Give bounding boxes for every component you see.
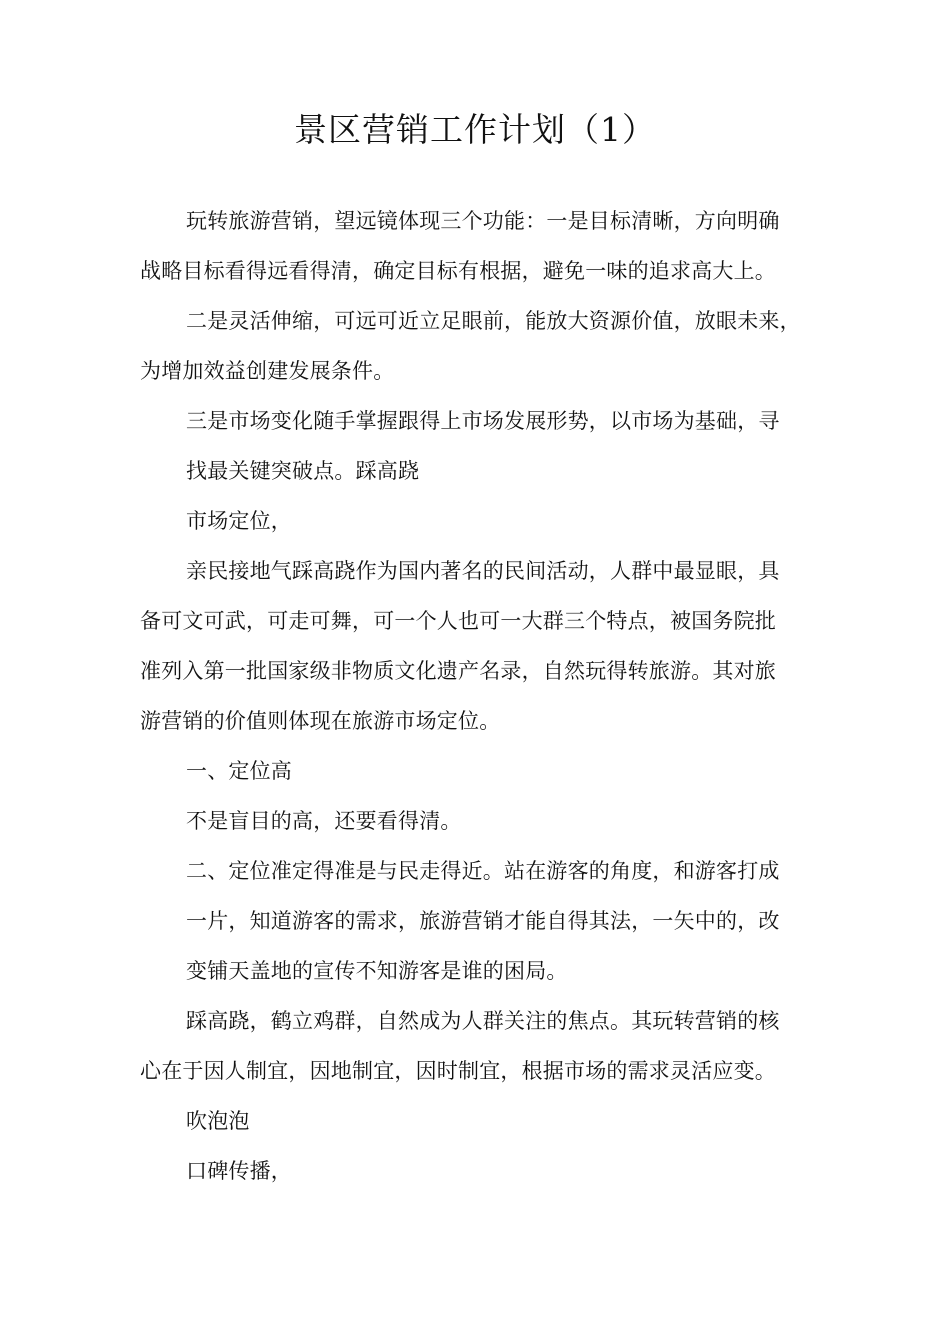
paragraph-line: 为增加效益创建发展条件。: [140, 359, 395, 383]
paragraph-line: 玩转旅游营销，望远镜体现三个功能：一是目标清晰，方向明确: [186, 209, 780, 233]
paragraph-line: 吹泡泡: [186, 1109, 250, 1133]
paragraph-line: 找最关键突破点。踩高跷: [186, 459, 420, 483]
document-title: 景区营销工作计划（1）: [294, 110, 656, 149]
paragraph-line: 三是市场变化随手掌握跟得上市场发展形势，以市场为基础，寻: [186, 409, 780, 433]
paragraph-line: 市场定位，: [186, 509, 292, 533]
paragraph-line: 亲民接地气踩高跷作为国内著名的民间活动，人群中最显眼，具: [186, 559, 780, 583]
paragraph-line: 准列入第一批国家级非物质文化遗产名录，自然玩得转旅游。其对旅: [140, 659, 776, 683]
paragraph-line: 踩高跷，鹤立鸡群，自然成为人群关注的焦点。其玩转营销的核: [186, 1009, 780, 1033]
paragraph-line: 口碑传播，: [186, 1159, 292, 1183]
paragraph-line: 心在于因人制宜，因地制宜，因时制宜，根据市场的需求灵活应变。: [140, 1059, 776, 1083]
paragraph-line: 战略目标看得远看得清，确定目标有根据，避免一味的追求高大上。: [140, 259, 776, 283]
paragraph-line: 二是灵活伸缩，可远可近立足眼前，能放大资源价值，放眼未来，: [186, 309, 801, 333]
paragraph-line: 游营销的价值则体现在旅游市场定位。: [140, 709, 501, 733]
paragraph-line: 变铺天盖地的宣传不知游客是谁的困局。: [186, 959, 568, 983]
paragraph-line: 一、定位高: [186, 759, 292, 783]
paragraph-line: 备可文可武，可走可舞，可一个人也可一大群三个特点，被国务院批: [140, 609, 776, 633]
paragraph-line: 二、定位准定得准是与民走得近。站在游客的角度，和游客打成: [186, 859, 780, 883]
paragraph-line: 一片，知道游客的需求，旅游营销才能自得其法，一矢中的，改: [186, 909, 780, 933]
paragraph-line: 不是盲目的高，还要看得清。: [186, 809, 462, 833]
